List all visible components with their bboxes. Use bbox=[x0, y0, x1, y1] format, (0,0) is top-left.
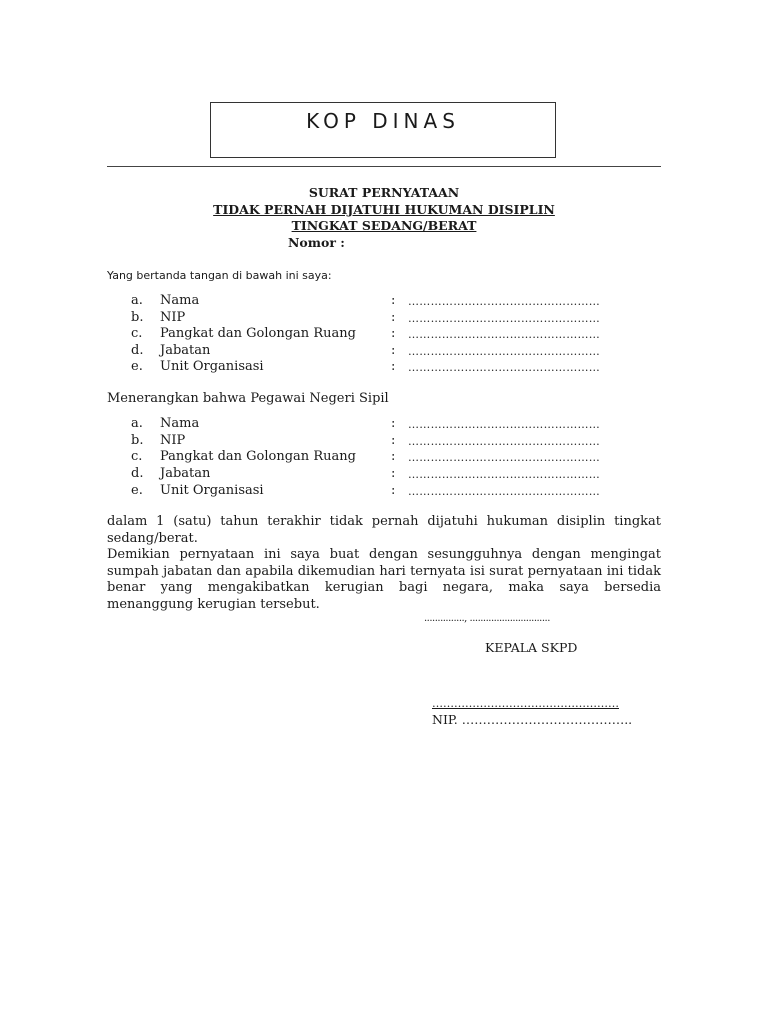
field-colon: : bbox=[391, 326, 396, 341]
field-label: Pangkat dan Golongan Ruang bbox=[160, 449, 356, 464]
field-letter: c. bbox=[131, 326, 143, 341]
field-colon: : bbox=[391, 449, 396, 464]
header-divider bbox=[107, 166, 661, 167]
field-letter: a. bbox=[131, 293, 143, 308]
doc-subtitle-1 bbox=[107, 202, 661, 217]
field-letter: b. bbox=[131, 310, 144, 325]
field-letter: e. bbox=[131, 359, 143, 374]
signature-nip: NIP. ………………………………….. bbox=[432, 712, 633, 727]
field-dots: …………………………………………… bbox=[408, 418, 601, 431]
doc-subtitle-2-text: TINGKAT SEDANG/BERAT bbox=[291, 218, 477, 233]
statement-paragraph: dalam 1 (satu) tahun terakhir tidak pernah dijatuhi hukuman disiplin tingkat sedang/berat. bbox=[107, 514, 661, 546]
field-dots: …………………………………………… bbox=[408, 312, 601, 325]
field-label: NIP bbox=[160, 433, 186, 448]
field-letter: d. bbox=[131, 466, 144, 481]
field-dots: …………………………………………… bbox=[408, 451, 601, 464]
doc-subtitle-1-text: TIDAK PERNAH DIJATUHI HUKUMAN DISIPLIN bbox=[213, 202, 555, 217]
doc-title: SURAT PERNYATAAN bbox=[308, 185, 460, 200]
doc-subtitle-2 bbox=[107, 218, 661, 233]
field-letter: e. bbox=[131, 483, 143, 498]
menerangkan-text: Menerangkan bahwa Pegawai Negeri Sipil bbox=[107, 391, 389, 406]
field-colon: : bbox=[391, 310, 396, 325]
field-colon: : bbox=[391, 433, 396, 448]
field-colon: : bbox=[391, 466, 396, 481]
signatory-title: KEPALA SKPD bbox=[485, 640, 578, 655]
field-dots: …………………………………………… bbox=[408, 345, 601, 358]
field-label: NIP bbox=[160, 310, 186, 325]
field-label: Jabatan bbox=[160, 343, 211, 358]
nomor-label: Nomor : bbox=[288, 235, 345, 250]
field-label: Pangkat dan Golongan Ruang bbox=[160, 326, 356, 341]
field-label: Unit Organisasi bbox=[160, 359, 264, 374]
signature-name-line: …………………………………………… bbox=[432, 697, 619, 710]
field-dots: …………………………………………… bbox=[408, 485, 601, 498]
field-label: Unit Organisasi bbox=[160, 483, 264, 498]
place-date-line: ..............., .............................. bbox=[424, 613, 550, 624]
field-dots: …………………………………………… bbox=[408, 468, 601, 481]
intro-text: Yang bertanda tangan di bawah ini saya: bbox=[107, 269, 332, 282]
field-colon: : bbox=[391, 483, 396, 498]
field-colon: : bbox=[391, 293, 396, 308]
field-dots: …………………………………………… bbox=[408, 295, 601, 308]
field-letter: d. bbox=[131, 343, 144, 358]
field-colon: : bbox=[391, 359, 396, 374]
kop-dinas-label: KOP DINAS bbox=[306, 109, 460, 133]
field-letter: a. bbox=[131, 416, 143, 431]
field-dots: …………………………………………… bbox=[408, 435, 601, 448]
field-colon: : bbox=[391, 343, 396, 358]
field-label: Jabatan bbox=[160, 466, 211, 481]
field-dots: …………………………………………… bbox=[408, 361, 601, 374]
field-label: Nama bbox=[160, 293, 200, 308]
field-letter: c. bbox=[131, 449, 143, 464]
field-dots: …………………………………………… bbox=[408, 328, 601, 341]
field-label: Nama bbox=[160, 416, 200, 431]
closing-paragraph: Demikian pernyataan ini saya buat dengan sesungguhnya dengan mengingat sumpah jabatan dan apabila dikemudian hari ternyata isi surat pernyataan ini tidak benar yang mengakibatkan kerugian bagi negara, maka saya bersedia menanggung kerugian tersebut. bbox=[107, 547, 661, 612]
field-colon: : bbox=[391, 416, 396, 431]
field-letter: b. bbox=[131, 433, 144, 448]
